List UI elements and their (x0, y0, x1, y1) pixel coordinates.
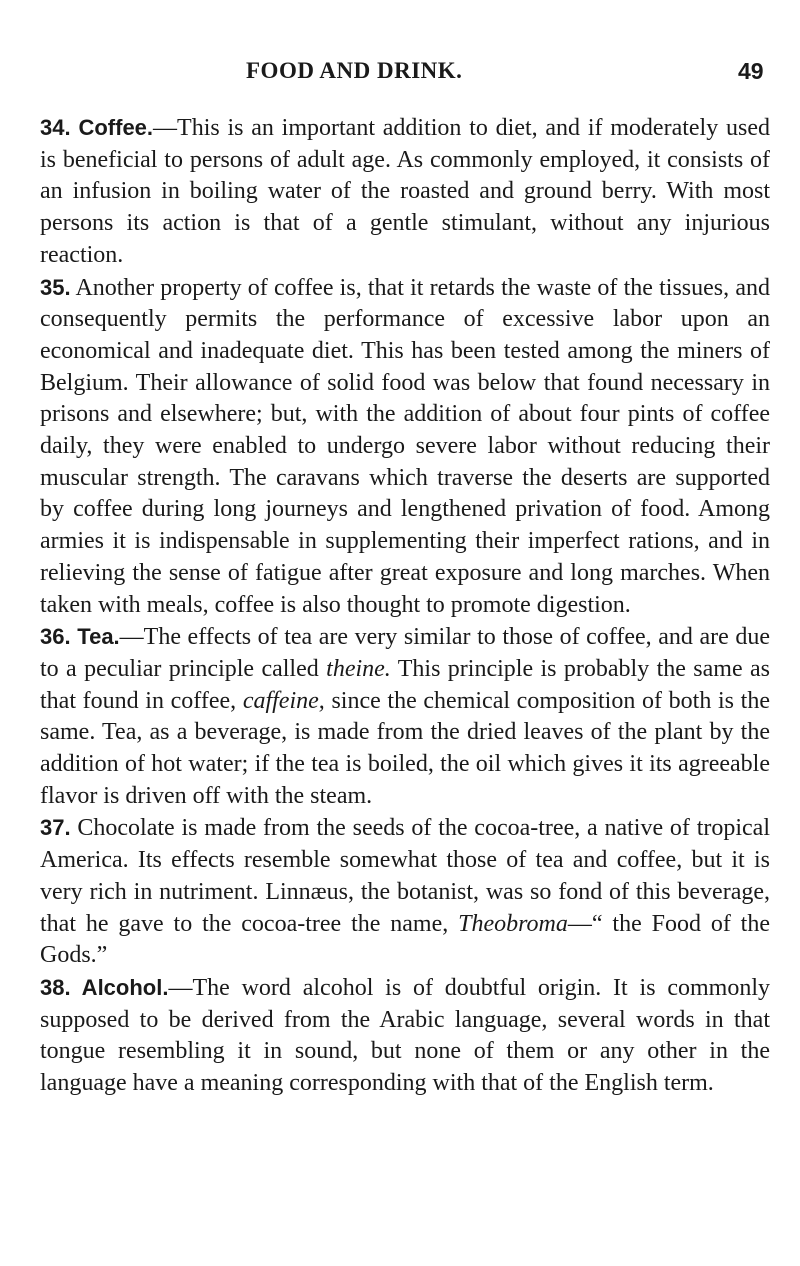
paragraph-text: Another property of coffee is, that it retards the waste of the tissues, and consequently permits the performance of excessive labor upon an economical and inadequate diet. This has been tested among the miners of Belgium. Their allowance of solid food was below that found necessary in prisons and elsewhere; but, with the addition of about four pints of coffee daily, they were enabled to undergo severe labor without reducing their muscular strength. The caravans which traverse the deserts are supported by coffee during long journeys and lengthened privation of food. Among armies it is indispensable in supplementing their imperfect rations, and in relieving the sense of fatigue after great exposure and long marches. When taken with meals, coffee is also thought to promote digestion. (40, 274, 770, 618)
paragraph-text: This principle is probably the same as that found in coffee, (40, 655, 771, 714)
page-number: 49 (738, 58, 764, 84)
italic-term-caffeine: caffeine, (242, 687, 325, 714)
paragraph-35 (40, 272, 770, 622)
paragraph-text: —“ the Food of the Gods.” (40, 910, 771, 969)
running-title: FOOD AND DRINK. (246, 58, 463, 83)
paragraph-text: —This is an important addition to diet, and if moderately used is beneficial to persons of adult age. As commonly employed, it consists of an infusion in boiling water of the roasted and ground berry. With most persons its action is that of a gentle stimulant, without any injurious reaction. (40, 115, 770, 268)
paragraph-38-alcohol (40, 972, 770, 1100)
italic-term-theine: theine. (326, 655, 391, 682)
body-text (40, 112, 770, 1100)
paragraph-heading: 38. Alcohol. (40, 974, 169, 1000)
paragraph-34-coffee (40, 112, 770, 272)
italic-term-theobroma: Theobroma (458, 910, 568, 937)
paragraph-heading: 35. (40, 274, 71, 300)
paragraph-heading: 37. (40, 815, 71, 841)
paragraph-heading: 36. Tea. (40, 624, 120, 650)
running-head (0, 58, 800, 88)
paragraph-36-tea (40, 621, 770, 812)
paragraph-heading: 34. Coffee. (40, 115, 154, 140)
paragraph-text: Chocolate is made from the seeds of the cocoa-tree, a native of tropical America. Its effects resemble somewhat those of tea and coffee, but it is very rich in nutriment. Linnæus, the botanist, was so fond of this beverage, that he gave to the cocoa-tree the name, (40, 815, 770, 937)
paragraph-text: —The word alcohol is of doubtful origin. It is commonly supposed to be derived from the Arabic language, several words in that tongue resembling it in sound, but none of them or any other in the language have a meaning corresponding with that of the English term. (40, 974, 770, 1097)
paragraph-text: since the chemical composition of both is the same. Tea, as a beverage, is made from the dried leaves of the plant by the addition of hot water; if the tea is boiled, the oil which gives it its agreeable flavor is driven off with the steam. (40, 687, 770, 809)
paragraph-text: —The effects of tea are very similar to those of coffee, and are due to a peculiar principle called (40, 624, 770, 682)
paragraph-37-chocolate (40, 812, 770, 972)
